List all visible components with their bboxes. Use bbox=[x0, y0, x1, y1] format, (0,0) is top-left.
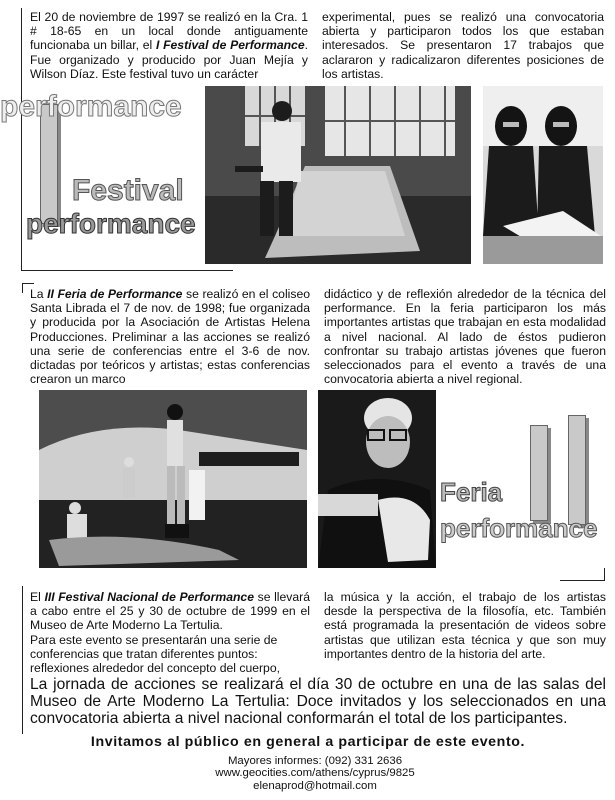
photo-festival-performer-table bbox=[205, 86, 471, 264]
logo-line2: performance bbox=[26, 208, 196, 239]
festival-logo bbox=[0, 86, 210, 256]
section1-column2 bbox=[322, 10, 604, 81]
feria-logo-bar-2 bbox=[568, 415, 586, 525]
section3-col1-pre: El bbox=[30, 590, 45, 604]
contact-web[interactable]: www.geocities.com/athens/cyprus/9825 bbox=[215, 767, 415, 780]
invitation-line: Invitamos al público en general a participar de este evento. bbox=[90, 734, 526, 750]
contact-email[interactable]: elenaprod@hotmail.com bbox=[253, 779, 377, 792]
photo-feria-speaker bbox=[318, 390, 436, 568]
feria-logo-line1: Feria bbox=[440, 477, 503, 507]
section2-col1-post: se realizó en el coliseo Santa Librada el 7 de nov. de 1998; fue organizada y producida por la Asociación de Artistas Helena Producciones. Preliminar a las acciones se realizó una serie de conferencias entre el 3-6 de nov. dictadas por teóricos y artistas; estas conferencias crearon un marco bbox=[30, 287, 311, 387]
section2-bottom-rule bbox=[560, 580, 605, 581]
photo-festival-illustration bbox=[205, 86, 471, 264]
feria-logo bbox=[440, 395, 610, 565]
section3-col1-post: se llevará a cabo entre el 25 y 30 de octubre de 1999 en el Museo de Arte Moderno La Tertulia. bbox=[30, 590, 311, 633]
section2-column1 bbox=[30, 287, 310, 386]
section2-right-rule bbox=[604, 568, 605, 580]
photo-masked-illustration bbox=[483, 86, 603, 264]
feria-logo-bar-1 bbox=[530, 425, 548, 521]
photo-feria-stage bbox=[39, 390, 307, 568]
section2-top-rule bbox=[22, 283, 34, 284]
photo-stage-illustration bbox=[39, 390, 307, 568]
section1-col2-text: experimental, pues se realizó una convocatoria abierta y participaron todos los que estaban interesados. Se presentaron 17 trabajos que aclararon y radicalizaron diferentes posiciones de los artistas. bbox=[322, 10, 604, 81]
logo-ghost-text: performance bbox=[0, 90, 182, 123]
jornada-paragraph bbox=[30, 676, 606, 728]
section3-left-rule bbox=[22, 586, 23, 734]
section2-col2-text: didáctico y de reflexión alrededor de la técnica del performance. En la feria participaron los más importantes artistas que trabajan en esta modalidad a nivel nacional. Al lado de éstos pudieron confrontar su trabajo artistas jóvenes que fueron seleccionados para el evento a través de una convocatoria abierta a nivel regional. bbox=[324, 287, 606, 387]
section1-col1-text-a: El 20 de noviembre de 1997 se realizó en la Cra. 1 # 18-65 en un local donde antiguamente funcionaba un billar, el bbox=[30, 10, 308, 53]
logo-line1: Festival bbox=[72, 174, 184, 207]
festival-title-1: I Festival de Performance bbox=[155, 38, 305, 53]
jornada-text: La jornada de acciones se realizará el día 30 de octubre en una de las salas del Museo de Arte Moderno La Tertulia: Doce invitados y los seleccionados en una convocatoria abierta a nivel nacional conformarán el total de los participantes. bbox=[30, 676, 606, 728]
feria-title: II Feria de Performance bbox=[47, 287, 183, 301]
section3-col2-text: la música y la acción, el trabajo de los artistas desde la perspectiva de la filosofía, etc. También está programada la presentación de videos sobre artistas que utilizan esta técnica y que son muy importantes dentro de la historia del arte. bbox=[324, 590, 606, 661]
section2-col1-pre: La bbox=[30, 287, 48, 301]
contact-phone: Mayores informes: (092) 331 2636 bbox=[227, 755, 403, 767]
section1-column1 bbox=[30, 10, 308, 81]
section1-bottom-rule bbox=[21, 270, 233, 271]
festival-nacional-title: III Festival Nacional de Performance bbox=[44, 590, 254, 604]
section3-column1 bbox=[30, 590, 310, 675]
section2-column2 bbox=[324, 287, 606, 386]
contact-block bbox=[150, 755, 480, 792]
section3-column2 bbox=[324, 590, 606, 661]
photo-speaker-illustration bbox=[318, 390, 436, 568]
section3-col1-p2: Para este evento se presentarán una serie de conferencias que tratan diferentes puntos: reflexiones alrededor del concepto del cuerpo, bbox=[30, 632, 281, 676]
feria-logo-line2: performance bbox=[440, 513, 598, 543]
section2-left-rule bbox=[22, 283, 23, 293]
photo-festival-masked-figures bbox=[483, 86, 603, 264]
section1-col1-text-b: . Fue organizado y producido por Juan Mejía y Wilson Díaz. Este festival tuvo un carácter bbox=[30, 38, 308, 81]
